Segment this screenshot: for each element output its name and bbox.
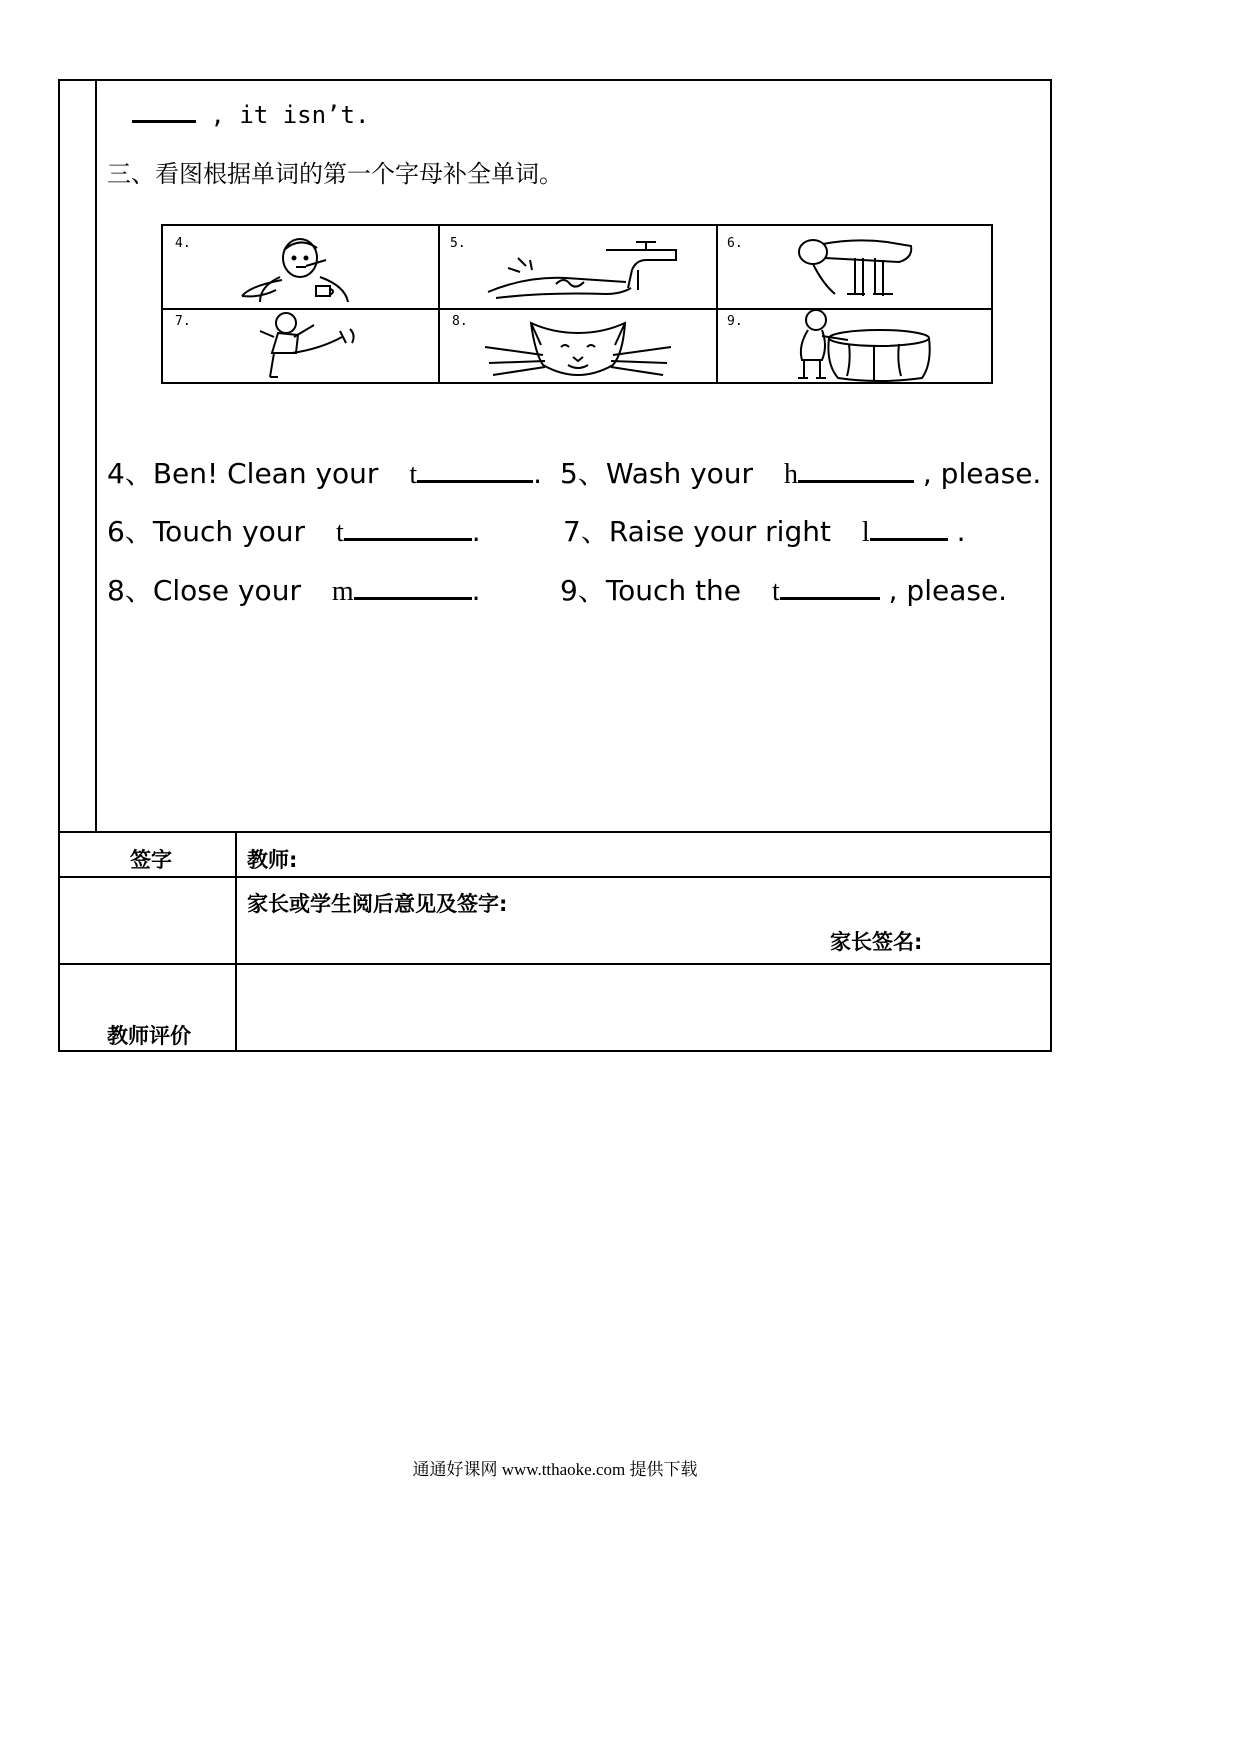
boy-kicking-leg-icon <box>230 311 370 383</box>
answer-blank[interactable] <box>870 510 948 541</box>
parent-comment-field[interactable]: 家长或学生阅后意见及签字: <box>247 892 508 916</box>
exercise-suffix: . <box>956 515 966 548</box>
exercise-first-letter: l <box>861 517 870 548</box>
row-divider-1 <box>58 831 1052 833</box>
exercise-prefix: 9、Touch the <box>560 574 742 607</box>
page-footer: 通通好课网 www.tthaoke.com 提供下载 <box>412 1460 698 1479</box>
exercise-prefix: 7、Raise your right <box>563 515 831 548</box>
exercise-prefix: 4、Ben! Clean your <box>107 457 379 490</box>
answer-blank[interactable] <box>344 510 472 541</box>
exercise-5 <box>560 452 1041 492</box>
bending-over-touching-toes-icon <box>795 236 915 302</box>
exercise-suffix: . <box>471 515 481 548</box>
answer-blank[interactable] <box>417 452 533 483</box>
previous-answer-line <box>132 96 369 129</box>
exercise-suffix: . <box>471 574 481 607</box>
exercise-6 <box>107 510 481 550</box>
exercise-first-letter: t <box>409 459 418 490</box>
answer-blank[interactable] <box>798 452 914 483</box>
picture-number: 9. <box>727 314 743 329</box>
exercise-prefix: 5、Wash your <box>560 457 754 490</box>
parent-signature-field[interactable]: 家长签名: <box>830 930 923 954</box>
answer-blank[interactable] <box>354 569 472 600</box>
exercise-first-letter: h <box>783 459 798 490</box>
teacher-evaluation-label: 教师评价 <box>107 1024 191 1048</box>
frame-right-border <box>1050 79 1052 1052</box>
row-divider-2 <box>58 876 1052 878</box>
hands-under-tap-icon <box>486 236 686 302</box>
picture-number: 5. <box>450 236 466 251</box>
sign-label: 签字 <box>130 848 172 872</box>
boy-touching-table-icon <box>774 308 934 382</box>
exercise-suffix: . <box>533 457 543 490</box>
picture-number: 6. <box>727 236 743 251</box>
fragment-text: , it isn’t. <box>210 101 370 129</box>
exercise-first-letter: m <box>331 576 354 607</box>
answer-blank[interactable] <box>132 96 196 123</box>
exercise-suffix: , please. <box>888 574 1008 607</box>
frame-left-border <box>58 79 60 1052</box>
exercise-first-letter: t <box>771 576 780 607</box>
teacher-evaluation-field[interactable] <box>237 965 1050 1050</box>
exercise-7 <box>563 510 965 550</box>
exercise-suffix: , please. <box>922 457 1042 490</box>
frame-bottom-border <box>58 1050 1052 1052</box>
exercise-prefix: 6、Touch your <box>107 515 306 548</box>
exercise-9 <box>560 569 1007 609</box>
picture-number: 7. <box>175 314 191 329</box>
exercise-first-letter: t <box>335 517 344 548</box>
picture-number: 8. <box>452 314 468 329</box>
answer-blank[interactable] <box>780 569 880 600</box>
section-three-heading: 三、看图根据单词的第一个字母补全单词。 <box>107 160 563 188</box>
exercise-4 <box>107 452 542 492</box>
teacher-sign-field[interactable]: 教师: <box>247 848 298 872</box>
frame-top-border <box>58 79 1052 81</box>
picture-number: 4. <box>175 236 191 251</box>
cat-face-icon <box>483 313 673 383</box>
exercise-8 <box>107 569 481 609</box>
frame-inner-left-border <box>95 79 97 832</box>
exercise-prefix: 8、Close your <box>107 574 301 607</box>
boy-brushing-teeth-icon <box>220 236 380 306</box>
